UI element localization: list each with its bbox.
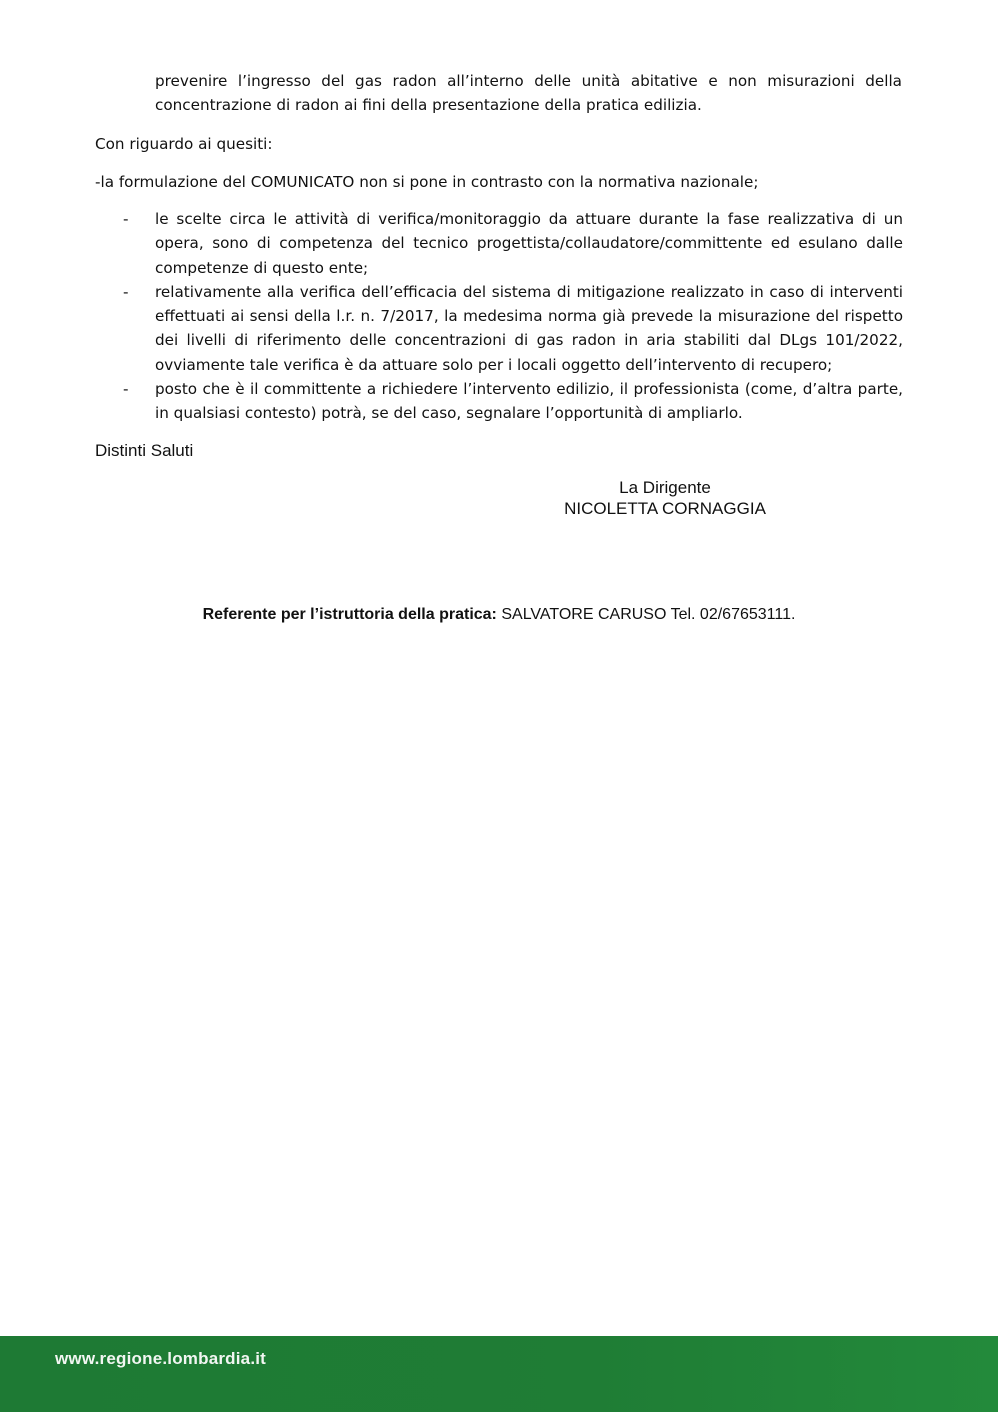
answer-text: posto che è il committente a richiedere l’intervento edilizio, il professionista (come, d’altra parte, in qualsiasi contesto) potrà, se del caso, segnalare l’opportunità di ampliarlo. (155, 380, 903, 423)
referente-line (0, 604, 998, 626)
continuation-paragraph: prevenire l’ingresso del gas radon all’interno delle unità abitative e non misurazioni della concentrazione di radon ai fini della presentazione della pratica edilizia. (155, 72, 902, 115)
answer-text: relativamente alla verifica dell’efficacia del sistema di mitigazione realizzato in caso di interventi effettuati ai sensi della l.r. n. 7/2017, la medesima norma già prevede la misurazione del rispetto dei livelli di riferimento delle concentrazioni di gas radon in aria stabiliti dal DLgs 101/2022, ovviamente tale verifica è da attuare solo per i locali oggetto dell’intervento di recupero; (155, 282, 903, 374)
signature-name: NICOLETTA CORNAGGIA (564, 499, 766, 518)
bullet-dash: - (123, 282, 129, 301)
signature-role: La Dirigente (619, 478, 711, 497)
list-item (95, 377, 903, 426)
bullet-dash: - (123, 380, 129, 399)
answer-text: le scelte circa le attività di verifica/monitoraggio da attuare durante la fase realizzativa di un opera, sono di competenza del tecnico progettista/collaudatore/committente ed esulano dalle competenze di questo ente; (155, 210, 903, 277)
referente-value: SALVATORE CARUSO Tel. 02/67653111. (501, 606, 796, 623)
referente-label: Referente per l’istruttoria della pratica: (202, 606, 497, 623)
first-answer: -la formulazione del COMUNICATO non si pone in contrasto con la normativa nazionale; (95, 173, 759, 191)
answers-list (95, 207, 903, 426)
footer-band (0, 1336, 998, 1412)
closing-salutation: Distinti Saluti (95, 441, 194, 460)
list-item (95, 280, 903, 377)
list-item (95, 207, 903, 280)
intro-line: Con riguardo ai quesiti: (95, 135, 273, 153)
bullet-dash: - (123, 210, 129, 228)
footer-website-link[interactable]: www.regione.lombardia.it (55, 1349, 267, 1368)
signature-block (520, 477, 810, 519)
